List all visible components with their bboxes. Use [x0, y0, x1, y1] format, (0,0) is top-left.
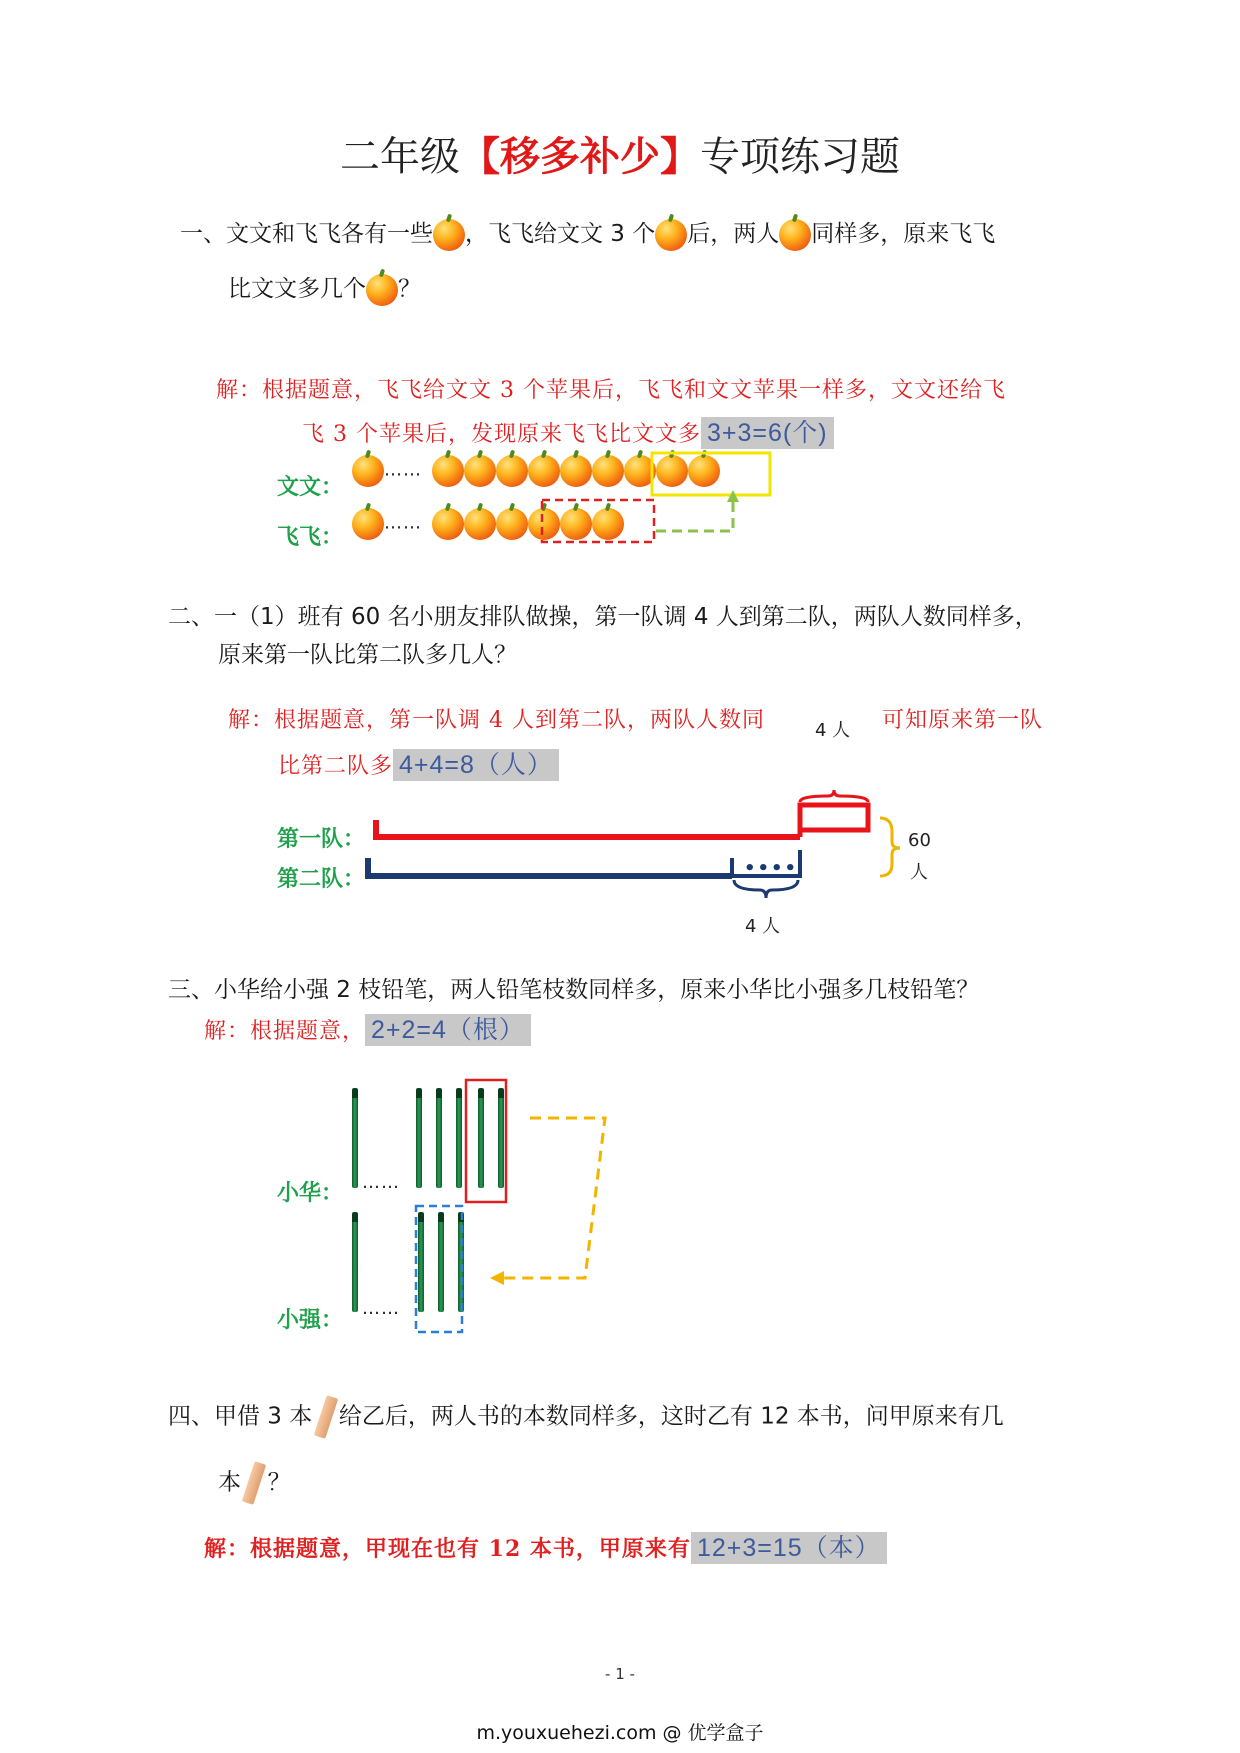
q1-text: 同样多，原来飞飞	[811, 221, 996, 247]
yellow-arrow-head	[490, 1271, 504, 1285]
label-team1: 第一队：	[277, 827, 366, 852]
q4-text: 给乙后，两人书的本数同样多，这时乙有 12 本书，问甲原来有几	[338, 1403, 1004, 1430]
total-60: 60	[908, 830, 931, 851]
q2-note-bottom: 4 人	[745, 916, 781, 937]
label-wenwen: 文文：	[277, 475, 344, 500]
q4-answer: 12+3=15（本）	[691, 1532, 887, 1564]
xiaohua-ellipsis: ……	[362, 1172, 400, 1193]
q4-text: ？	[267, 1469, 291, 1496]
title-suffix: 专项练习题	[700, 134, 900, 180]
q1-text: ？	[398, 276, 421, 302]
q3-solution-text: 解：根据题意，	[204, 1019, 366, 1044]
q1-text: 后，两人	[687, 221, 780, 247]
ellipsis: ……	[384, 512, 422, 534]
xiaoqiang-ellipsis: ……	[362, 1298, 400, 1319]
q1-text: 一、文文和飞飞各有一些	[180, 221, 433, 247]
title-highlight: 【移多补少】	[460, 134, 700, 180]
q3-answer: 2+2=4（根）	[365, 1014, 531, 1046]
q2-line1: 二、一（1）班有 60 名小朋友排队做操，第一队调 4 人到第二队，两队人数同样多，	[168, 604, 1038, 630]
q4-solution-text: 解：根据题意，甲现在也有 12 本书，甲原来有	[204, 1536, 691, 1562]
book-icon	[313, 1395, 337, 1439]
book-icon	[242, 1461, 266, 1505]
red-box	[466, 1080, 506, 1202]
ellipsis: ……	[384, 459, 422, 481]
title-prefix: 二年级	[340, 134, 460, 180]
q2-solution-text: 比第二队多	[278, 754, 394, 779]
q2-solution-line1: 解：根据题意，第一队调 4 人到第二队，两队人数同	[228, 708, 765, 733]
label-xiaoqiang: 小强：	[277, 1308, 344, 1333]
page-number: - 1 -	[605, 1665, 635, 1683]
label-xiaohua: 小华：	[277, 1181, 344, 1206]
q1-text: 比文文多几个	[228, 276, 366, 302]
q4-text: 本	[218, 1469, 241, 1496]
team2-dots: ••••	[744, 858, 799, 879]
q1-solution-line1: 解：根据题意，飞飞给文文 3 个苹果后，飞飞和文文苹果一样多，文文还给飞	[216, 378, 1006, 403]
q1-text: ，飞飞给文文 3 个	[465, 221, 656, 247]
blue-dashed-box	[416, 1206, 462, 1332]
q4-line2	[218, 1462, 291, 1504]
footer-site: m.youxuehezi.com @ 优学盒子	[476, 1722, 764, 1744]
total-ren: 人	[910, 862, 928, 883]
yellow-arrow-line	[504, 1118, 605, 1278]
q4-solution	[204, 1528, 887, 1564]
label-feifei: 飞飞：	[277, 525, 344, 550]
q2-answer: 4+4=8（人）	[393, 749, 559, 781]
q1-answer: 3+3=6(个)	[701, 417, 834, 449]
q4-line1	[168, 1396, 1004, 1438]
q4-text: 四、甲借 3 本	[168, 1403, 313, 1430]
q3-line1: 三、小华给小强 2 枝铅笔，两人铅笔枝数同样多，原来小华比小强多几枝铅笔？	[168, 977, 980, 1003]
q2-line2: 原来第一队比第二队多几人？	[218, 642, 517, 668]
q2-solution-line1b: 可知原来第一队	[882, 708, 1044, 733]
q1-solution-text: 飞 3 个苹果后，发现原来飞飞比文文多	[302, 422, 701, 447]
label-team2: 第二队：	[277, 867, 366, 892]
q2-note-top: 4 人	[815, 720, 851, 741]
